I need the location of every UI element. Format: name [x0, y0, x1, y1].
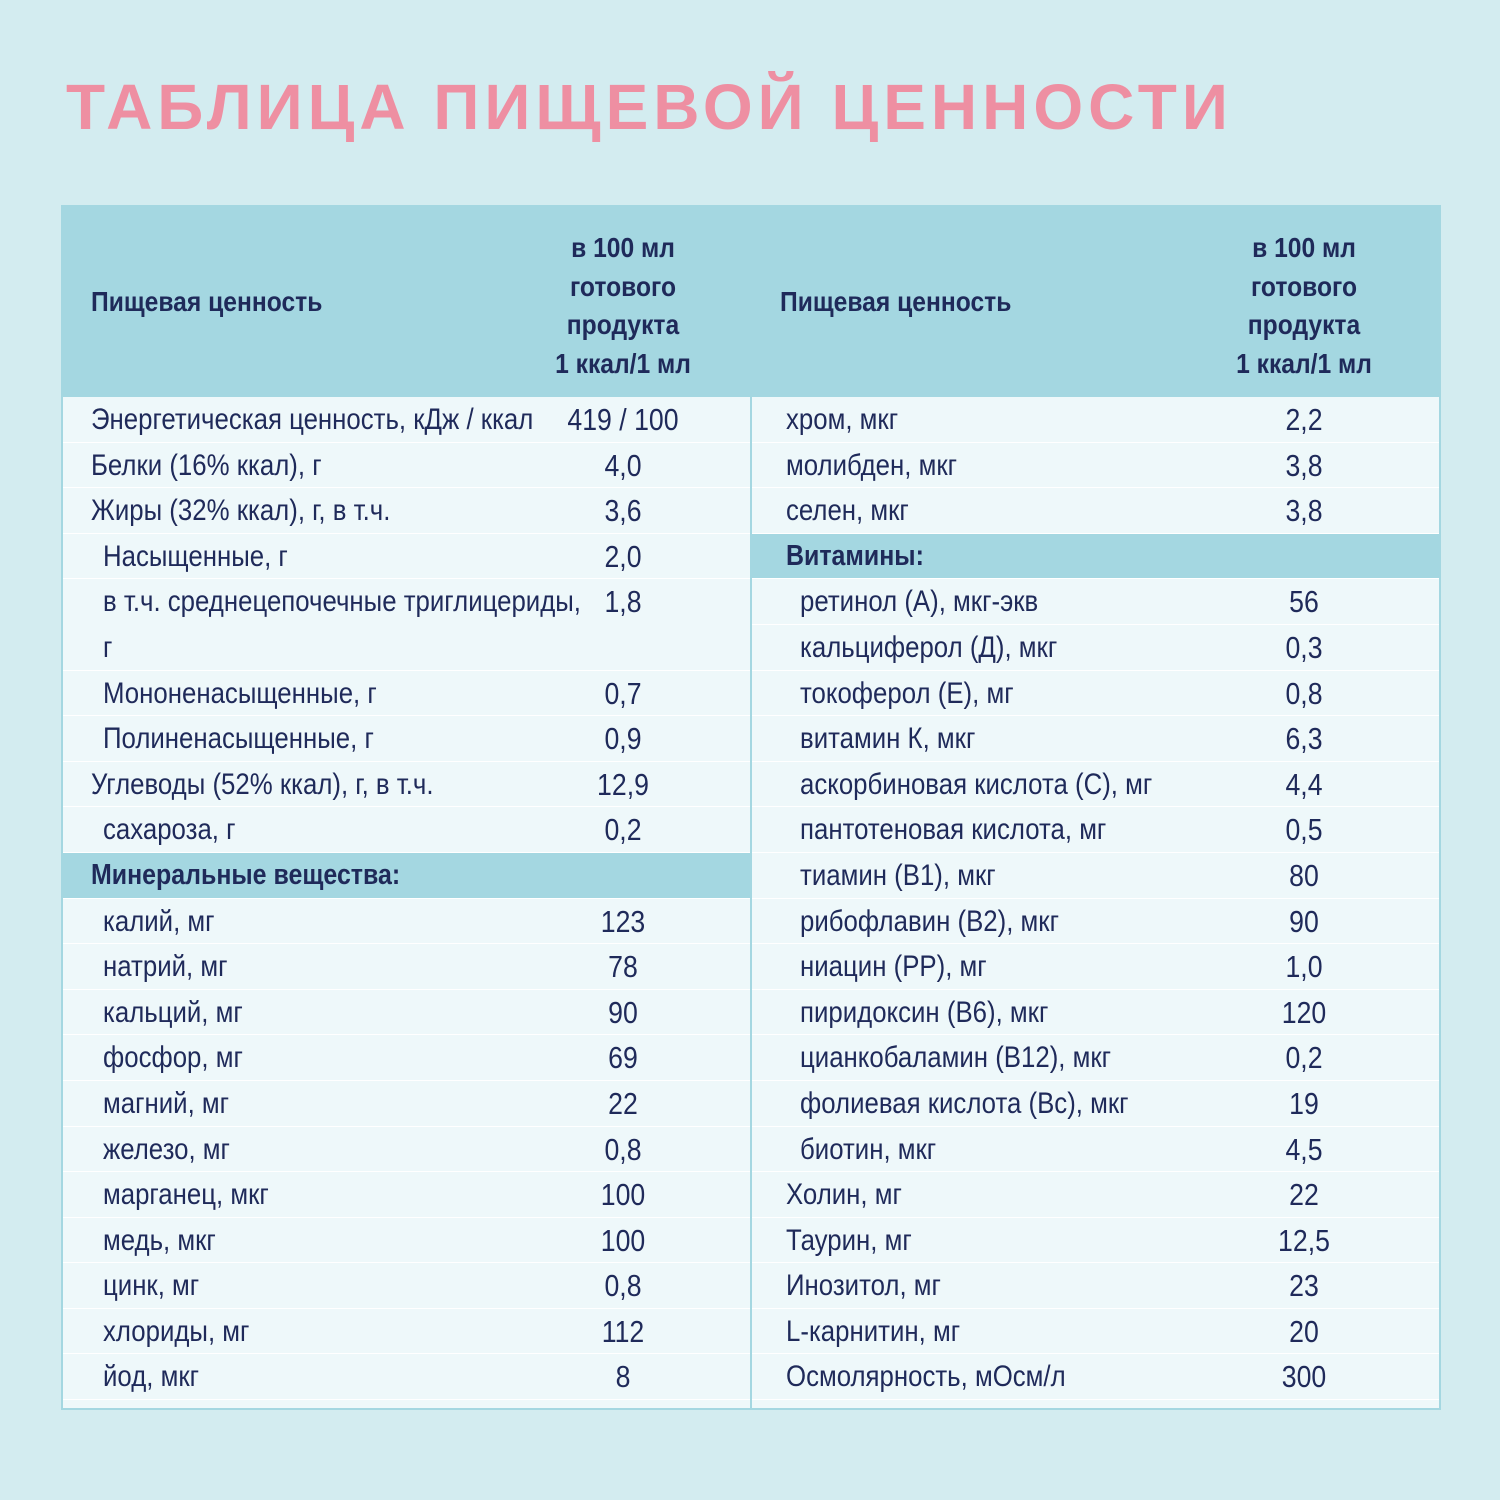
nutrient-value: 3,8: [1285, 447, 1323, 483]
table-body-left: [63, 397, 750, 1400]
table-row: [63, 1172, 750, 1218]
nutrient-value: [1184, 534, 1425, 579]
nutrient-label: Углеводы (52% ккал), г, в т.ч.: [91, 767, 434, 801]
nutrient-label: токоферол (Е), мг: [800, 676, 1014, 710]
nutrient-label: Осмолярность, мОсм/л: [786, 1360, 1066, 1394]
header-unit-line: 1 ккал/1 мл: [1236, 347, 1372, 379]
nutrient-value: 0,9: [604, 721, 642, 757]
nutrient-label: селен, мкг: [786, 494, 909, 528]
nutrient-value: 69: [608, 1040, 638, 1076]
nutrient-label: железо, мг: [103, 1132, 230, 1166]
nutrient-label: Холин, мг: [786, 1178, 902, 1212]
nutrient-label: рибофлавин (В2), мкг: [800, 904, 1060, 938]
section-label: Минеральные вещества:: [91, 858, 401, 891]
table-row: [63, 1263, 750, 1309]
table-row: [752, 397, 1439, 443]
table-header-right: [752, 207, 1439, 397]
table-row: [63, 671, 750, 717]
table-row: [63, 762, 750, 808]
table-row: [63, 1309, 750, 1355]
table-row: [752, 1172, 1439, 1218]
header-unit-line: готового: [569, 270, 677, 302]
nutrient-label: молибден, мкг: [786, 448, 958, 482]
nutrient-value: 100: [600, 1177, 646, 1213]
nutrient-label: в т.ч. среднецепочечные триглицериды, г: [103, 585, 581, 665]
section-row: [63, 853, 750, 899]
table-row: [752, 1263, 1439, 1309]
nutrient-label: L-карнитин, мг: [786, 1314, 961, 1348]
table-row: [63, 1081, 750, 1127]
nutrient-label: Энергетическая ценность, кДж / ккал: [91, 403, 534, 436]
table-row: [63, 443, 750, 489]
table-row: [752, 625, 1439, 671]
table-row: [63, 579, 750, 670]
nutrient-value: 123: [600, 903, 646, 939]
nutrient-value: 419 / 100: [567, 402, 679, 437]
table-header-left: [63, 207, 750, 397]
table-row: [752, 1218, 1439, 1264]
page-title: ТАБЛИЦА ПИЩЕВОЙ ЦЕННОСТИ: [66, 71, 1233, 143]
nutrient-label: магний, мг: [103, 1086, 230, 1120]
nutrient-value: 8: [615, 1359, 631, 1395]
nutrient-label: витамин К, мкг: [800, 722, 976, 756]
table-row: [752, 579, 1439, 625]
table-row: [752, 762, 1439, 808]
table-row: [752, 990, 1439, 1036]
nutrient-value: 12,5: [1278, 1222, 1330, 1258]
nutrient-label: Таурин, мг: [786, 1223, 912, 1257]
header-unit-line: 1 ккал/1 мл: [555, 347, 691, 379]
section-row: [752, 534, 1439, 580]
table-row: [63, 716, 750, 762]
header-unit-left: [500, 229, 746, 383]
table-row: [63, 807, 750, 853]
nutrient-value: 0,8: [604, 1268, 642, 1304]
nutrient-label: цианкобаламин (В12), мкг: [800, 1041, 1112, 1075]
nutrient-value: 0,5: [1285, 812, 1323, 848]
table-column-right: [752, 207, 1439, 1408]
nutrient-label: сахароза, г: [103, 813, 236, 847]
nutrient-label: кальций, мг: [103, 995, 243, 1029]
header-unit-line: готового: [1250, 270, 1358, 302]
nutrient-value: 12,9: [597, 766, 649, 802]
nutrient-label: пиридоксин (В6), мкг: [800, 995, 1049, 1029]
table-body-right: [752, 397, 1439, 1400]
nutrient-label: ниацин (РР), мг: [800, 950, 987, 984]
nutrient-label: калий, мг: [103, 904, 215, 938]
nutrient-label: йод, мкг: [103, 1360, 200, 1394]
nutrition-table: [61, 205, 1441, 1410]
table-row: [752, 1354, 1439, 1400]
nutrient-value: 1,8: [604, 584, 642, 620]
table-row: [63, 397, 750, 443]
nutrient-value: 0,7: [604, 675, 642, 711]
nutrient-label: биотин, мкг: [800, 1132, 937, 1166]
nutrient-value: 4,0: [604, 447, 642, 483]
table-row: [63, 534, 750, 580]
nutrient-value: 22: [1289, 1177, 1319, 1213]
nutrient-value: 22: [608, 1085, 638, 1121]
table-row: [752, 853, 1439, 899]
table-row: [752, 807, 1439, 853]
nutrient-label: фосфор, мг: [103, 1041, 243, 1075]
table-row: [63, 990, 750, 1036]
nutrient-label: Белки (16% ккал), г: [91, 448, 322, 482]
nutrient-label: Полиненасыщенные, г: [103, 722, 374, 756]
table-row: [752, 1035, 1439, 1081]
nutrient-value: 2,0: [604, 538, 642, 574]
nutrient-value: 80: [1289, 857, 1319, 893]
table-column-left: [63, 207, 750, 1408]
table-row: [63, 1218, 750, 1264]
nutrient-label: кальциферол (Д), мкг: [800, 630, 1058, 664]
table-row: [63, 899, 750, 945]
nutrient-label: хром, мкг: [786, 403, 899, 436]
table-row: [63, 1127, 750, 1173]
nutrient-value: 300: [1281, 1359, 1327, 1395]
nutrient-label: фолиевая кислота (Вс), мкг: [800, 1086, 1129, 1120]
nutrient-value: 120: [1281, 994, 1327, 1030]
header-unit-line: продукта: [566, 309, 680, 340]
nutrient-label: ретинол (А), мкг-экв: [800, 585, 1039, 619]
nutrient-value: 6,3: [1285, 721, 1323, 757]
nutrient-value: 3,6: [604, 493, 642, 529]
table-row: [752, 1309, 1439, 1355]
header-unit-line: в 100 мл: [571, 232, 675, 263]
nutrient-value: 2,2: [1285, 402, 1323, 437]
table-row: [63, 944, 750, 990]
nutrient-value: 20: [1289, 1313, 1319, 1349]
nutrient-value: 78: [608, 949, 638, 985]
table-row: [752, 716, 1439, 762]
table-row: [63, 1035, 750, 1081]
table-row: [63, 1354, 750, 1400]
table-row: [752, 1081, 1439, 1127]
table-row: [752, 488, 1439, 534]
nutrient-label: медь, мкг: [103, 1223, 216, 1257]
nutrient-value: 100: [600, 1222, 646, 1258]
nutrient-label: Насыщенные, г: [103, 539, 288, 573]
table-row: [752, 671, 1439, 717]
header-name-right: Пищевая ценность: [780, 286, 1012, 317]
nutrient-label: натрий, мг: [103, 950, 228, 984]
nutrient-label: цинк, мг: [103, 1269, 200, 1303]
nutrient-value: 90: [1289, 903, 1319, 939]
nutrient-label: аскорбиновая кислота (С), мг: [800, 767, 1153, 801]
nutrient-value: 0,8: [1285, 675, 1323, 711]
nutrient-label: Инозитол, мг: [786, 1269, 941, 1303]
nutrient-value: 0,2: [1285, 1040, 1323, 1076]
nutrient-label: пантотеновая кислота, мг: [800, 813, 1107, 847]
table-row: [752, 944, 1439, 990]
nutrient-value: 0,3: [1285, 629, 1323, 665]
nutrient-value: 4,4: [1285, 766, 1323, 802]
nutrient-label: марганец, мкг: [103, 1178, 269, 1212]
nutrient-label: хлориды, мг: [103, 1314, 250, 1348]
table-row: [752, 899, 1439, 945]
table-row: [752, 1127, 1439, 1173]
header-unit-line: продукта: [1247, 309, 1361, 340]
header-unit-right: [1181, 229, 1427, 383]
header-unit-line: в 100 мл: [1252, 232, 1356, 263]
nutrient-value: 0,2: [604, 812, 642, 848]
header-name-left: Пищевая ценность: [91, 286, 323, 317]
table-row: [63, 488, 750, 534]
nutrient-value: 19: [1289, 1085, 1319, 1121]
section-label: Витамины:: [786, 539, 924, 572]
table-row: [752, 443, 1439, 489]
nutrient-label: тиамин (В1), мкг: [800, 858, 996, 892]
nutrient-value: 112: [601, 1313, 645, 1349]
nutrient-value: 0,8: [604, 1131, 642, 1167]
nutrient-label: Жиры (32% ккал), г, в т.ч.: [91, 494, 391, 528]
nutrient-value: 4,5: [1285, 1131, 1323, 1167]
nutrient-value: 90: [608, 994, 638, 1030]
nutrient-label: Мононенасыщенные, г: [103, 676, 377, 710]
nutrient-value: 23: [1289, 1268, 1319, 1304]
nutrient-value: 3,8: [1285, 493, 1323, 529]
nutrient-value: [503, 853, 744, 898]
nutrient-value: 56: [1289, 584, 1319, 620]
nutrient-value: 1,0: [1285, 949, 1323, 985]
